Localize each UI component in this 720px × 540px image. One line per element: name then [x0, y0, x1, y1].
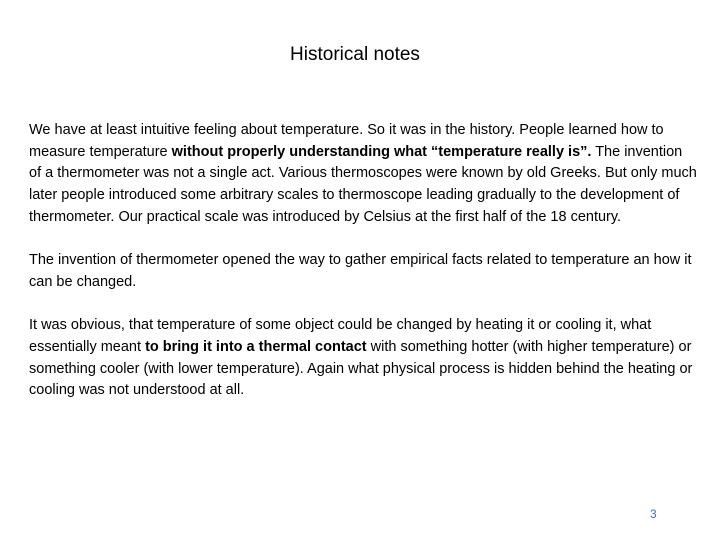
paragraph-1-bold-text: without properly understanding what “temperature really is”.: [171, 143, 592, 160]
slide-title: Historical notes: [290, 44, 420, 65]
paragraph-1-text-2: The invention of a thermometer was not a single act. Various thermoscopes were known by old Greeks. But only much later people introduced some arbitrary scales to thermoscope leading gradually to the development of thermometer. Our practical scale was introduced by Celsius at the first half of the 18 century.: [29, 143, 697, 225]
paragraph-2-text: The invention of thermometer opened the way to gather empirical facts related to temperature an how it can be changed.: [29, 252, 692, 290]
page-number: 3: [650, 507, 657, 521]
paragraph-3-text-1: It was obvious, that temperature of some object could be changed by heating it or cooling it, what essentially meant: [29, 317, 652, 355]
slide-body: [29, 120, 697, 424]
paragraph-1: [29, 120, 697, 229]
paragraph-3-bold-text: to bring it into a thermal contact: [145, 339, 367, 355]
paragraph-3: [29, 315, 697, 402]
paragraph-2: [29, 250, 697, 293]
paragraph-3-text-2: with something hotter (with higher temperature) or something cooler (with lower temperature). Again what physical process is hidden behind the heating or cooling was not understood at all.: [29, 339, 693, 399]
paragraph-1-text-1: We have at least intuitive feeling about temperature. So it was in the history. People learned how to measure temperature: [29, 122, 664, 160]
